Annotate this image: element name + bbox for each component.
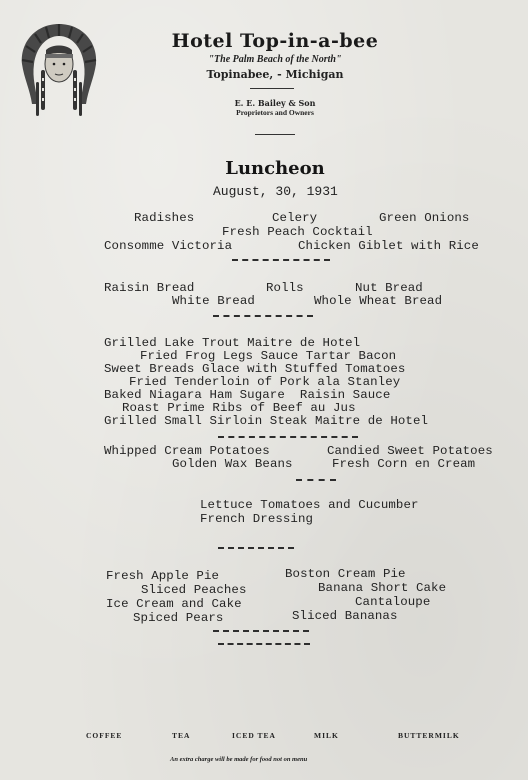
menu-item: White Bread [172, 294, 255, 308]
hotel-location: Topinabee, - Michigan [206, 68, 344, 81]
menu-item: Sweet Breads Glace with Stuffed Tomatoes [104, 362, 406, 376]
menu-item: Grilled Small Sirloin Steak Maitre de Hotel [104, 414, 429, 428]
menu-item: Radishes [134, 211, 195, 225]
menu-title: Luncheon [225, 158, 325, 179]
owner-role: Proprietors and Owners [236, 108, 314, 117]
section-divider [218, 641, 310, 645]
hotel-tagline: "The Palm Beach of the North" [208, 54, 342, 65]
section-divider [213, 313, 313, 317]
owner-name: E. E. Bailey & Son [234, 98, 316, 108]
header-rule-2 [255, 134, 295, 135]
menu-item: French Dressing [200, 512, 314, 526]
menu-item: Banana Short Cake [318, 581, 447, 595]
section-divider [296, 477, 336, 481]
hotel-name: Hotel Top-in-a-bee [171, 30, 379, 52]
section-divider [213, 628, 309, 632]
menu-item: Fresh Apple Pie [106, 569, 220, 583]
menu-item: Roast Prime Ribs of Beef au Jus [122, 401, 356, 415]
menu-item: Fried Tenderloin of Pork ala Stanley [129, 375, 401, 389]
menu-item: Nut Bread [355, 281, 423, 295]
menu-item: Boston Cream Pie [285, 567, 406, 581]
headdress-logo [16, 20, 102, 122]
menu-item: Sliced Bananas [292, 609, 398, 623]
menu-item: Chicken Giblet with Rice [298, 239, 479, 253]
menu-item: Cantaloupe [355, 595, 431, 609]
menu-item: Fresh Corn en Cream [332, 457, 476, 471]
menu-date: August, 30, 1931 [213, 184, 338, 199]
beverage-item: MILK [314, 731, 339, 740]
menu-item: Whole Wheat Bread [314, 294, 443, 308]
menu-item: Ice Cream and Cake [106, 597, 242, 611]
menu-item: Rolls [266, 281, 304, 295]
menu-item: Raisin Bread [104, 281, 195, 295]
beverage-item: COFFEE [86, 731, 123, 740]
menu-footnote: An extra charge will be made for food not on menu [170, 756, 308, 763]
menu-item: Fresh Peach Cocktail [222, 225, 373, 239]
menu-item: Fried Frog Legs Sauce Tartar Bacon [140, 349, 397, 363]
menu-item: Whipped Cream Potatoes [104, 444, 270, 458]
section-divider [218, 545, 294, 549]
menu-item: Green Onions [379, 211, 470, 225]
menu-item: Spiced Pears [133, 611, 224, 625]
menu-item: Grilled Lake Trout Maitre de Hotel [104, 336, 361, 350]
section-divider [218, 434, 358, 438]
menu-item: Consomme Victoria [104, 239, 233, 253]
header-rule-1 [250, 88, 294, 89]
menu-item: Candied Sweet Potatoes [327, 444, 493, 458]
beverage-item: TEA [172, 731, 191, 740]
menu-item: Baked Niagara Ham Sugare Raisin Sauce [104, 388, 391, 402]
beverage-item: BUTTERMILK [398, 731, 460, 740]
menu-item: Lettuce Tomatoes and Cucumber [200, 498, 419, 512]
menu-item: Celery [272, 211, 318, 225]
beverage-item: ICED TEA [232, 731, 276, 740]
menu-item: Sliced Peaches [141, 583, 247, 597]
section-divider [232, 257, 330, 261]
menu-item: Golden Wax Beans [172, 457, 293, 471]
